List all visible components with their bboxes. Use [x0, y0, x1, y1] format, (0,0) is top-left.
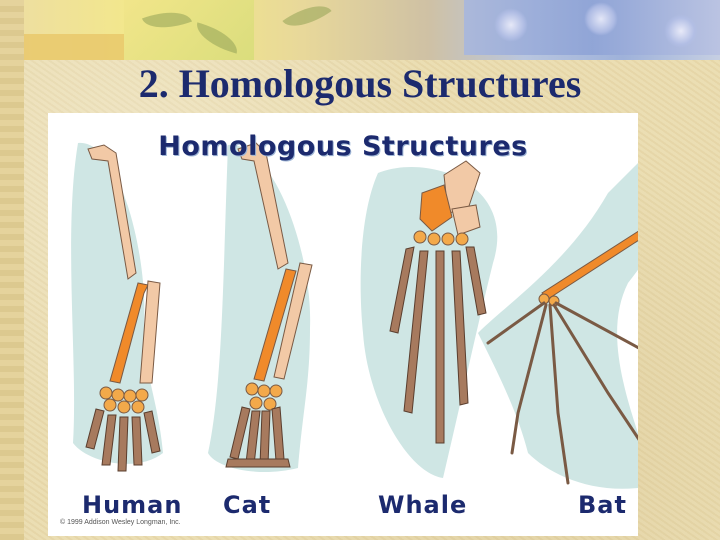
bat-wing-silhouette — [478, 153, 638, 489]
label-whale: Whale — [378, 491, 468, 519]
figure-heading: Homologous Structures — [158, 131, 528, 162]
label-human: Human — [82, 491, 183, 519]
label-cat: Cat — [223, 491, 272, 519]
copyright-notice: © 1999 Addison Wesley Longman, Inc. — [60, 519, 181, 526]
label-bat: Bat — [578, 491, 627, 519]
header-floral-banner — [24, 0, 720, 60]
slide-title: 2. Homologous Structures — [138, 61, 582, 106]
limb-skeletons-illustration — [48, 113, 638, 536]
homologous-structures-figure — [48, 113, 638, 536]
